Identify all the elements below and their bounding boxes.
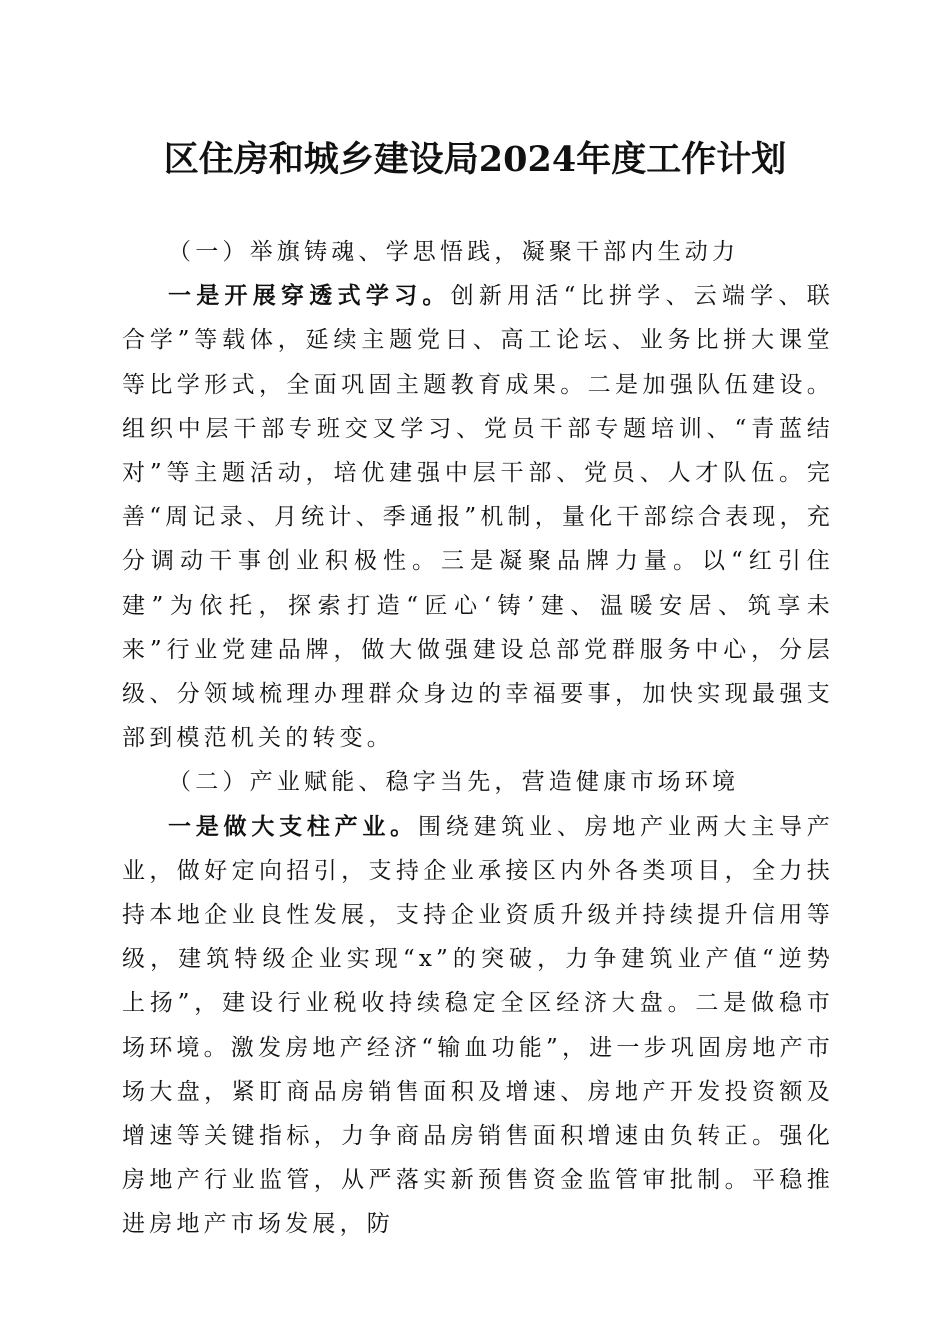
paragraph-text-1: 创新用活“比拼学、云端学、联合学”等载体，延续主题党日、高工论坛、业务比拼大课堂等比学形式，全面巩固主题教育成果。二是加强队伍建设。组织中层干部专班交叉学习、党员干部专题培训、“青蓝结对”等主题活动，培优建强中层干部、党员、人才队伍。完善“周记录、月统计、季通报”机制，量化干部综合表现，充分调动干事创业积极性。三是凝聚品牌力量。以“红引住建”为依托，探索打造“匠心‘铸’建、温暖安居、筑享未来”行业党建品牌，做大做强建设总部党群服务中心，分层级、分领域梳理办理群众身边的幸福要事，加快实现最强支部到模范机关的转变。 bbox=[122, 283, 834, 752]
paragraph-text-2: 围绕建筑业、房地产业两大主导产业，做好定向招引，支持企业承接区内外各类项目，全力扶持本地企业良性发展，支持企业资质升级并持续提升信用等级，建筑特级企业实现“x”的突破，力争建筑业产值“逆势上扬”，建设行业税收持续稳定全区经济大盘。二是做稳市场环境。激发房地产经济“输血功能”，进一步巩固房地产市场大盘，紧盯商品房销售面积及增速、房地产开发投资额及增速等关键指标，力争商品房销售面积增速由负转正。强化房地产行业监管，从严落实新预售资金监管审批制。平稳推进房地产市场发展，防 bbox=[122, 813, 834, 1238]
section-paragraph-1 bbox=[122, 274, 834, 760]
document-title: 区住房和城乡建设局2024年度工作计划 bbox=[163, 139, 787, 180]
document-body bbox=[122, 230, 834, 1247]
section-heading-1: （一）举旗铸魂、学思悟践，凝聚干部内生动力 bbox=[168, 239, 740, 265]
paragraph-lead-2: 一是做大支柱产业。 bbox=[168, 812, 418, 840]
section-paragraph-2 bbox=[122, 805, 834, 1247]
paragraph-lead-1: 一是开展穿透式学习。 bbox=[168, 282, 451, 310]
section-heading-2: （二）产业赋能、稳字当先，营造健康市场环境 bbox=[168, 769, 740, 796]
